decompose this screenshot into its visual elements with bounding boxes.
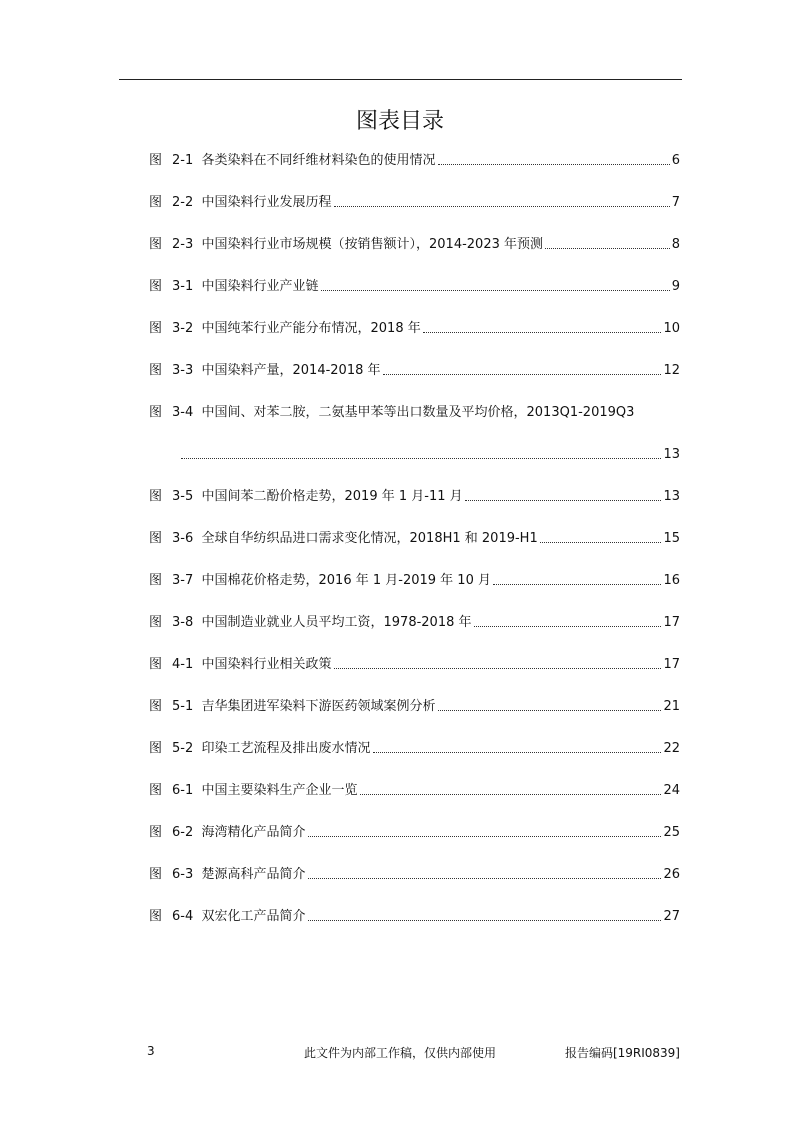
toc-entry[interactable] bbox=[149, 402, 680, 422]
entry-page: 9 bbox=[671, 279, 680, 294]
entry-prefix: 图 bbox=[149, 237, 163, 252]
entry-prefix: 图 bbox=[149, 531, 163, 546]
entry-page: 7 bbox=[671, 195, 680, 210]
entry-title: 中国染料产量，2014-2018 年 bbox=[201, 363, 381, 378]
entry-page: 24 bbox=[663, 783, 680, 798]
entry-title: 印染工艺流程及排出废水情况 bbox=[201, 741, 371, 756]
leader-dots bbox=[545, 248, 670, 249]
entry-prefix: 图 bbox=[149, 741, 163, 756]
header-rule bbox=[119, 79, 682, 80]
entry-number: 6-1 bbox=[172, 783, 194, 798]
entry-prefix: 图 bbox=[149, 909, 163, 924]
toc-entry[interactable] bbox=[149, 318, 680, 338]
entry-number: 5-1 bbox=[172, 699, 194, 714]
entry-prefix: 图 bbox=[149, 405, 163, 420]
entry-number: 3-8 bbox=[172, 615, 194, 630]
toc-entry[interactable] bbox=[149, 612, 680, 632]
entry-page: 17 bbox=[663, 657, 680, 672]
leader-dots bbox=[321, 290, 670, 291]
entry-title: 各类染料在不同纤维材料染色的使用情况 bbox=[201, 153, 436, 168]
entry-title: 中国间、对苯二胺，二氨基甲苯等出口数量及平均价格，2013Q1-2019Q3 bbox=[201, 405, 635, 420]
leader-dots bbox=[334, 206, 670, 207]
entry-number: 3-3 bbox=[172, 363, 194, 378]
entry-page: 22 bbox=[663, 741, 680, 756]
entry-prefix: 图 bbox=[149, 783, 163, 798]
entry-number: 6-4 bbox=[172, 909, 194, 924]
entry-title: 楚源高科产品简介 bbox=[201, 867, 306, 882]
entry-title: 中国染料行业发展历程 bbox=[201, 195, 332, 210]
entry-page: 15 bbox=[663, 531, 680, 546]
entry-page: 12 bbox=[663, 363, 680, 378]
leader-dots bbox=[465, 500, 662, 501]
entry-title: 吉华集团进军染料下游医药领域案例分析 bbox=[201, 699, 436, 714]
footer-report-code: 报告编码[19RI0839] bbox=[564, 1046, 680, 1060]
toc-entry[interactable] bbox=[149, 234, 680, 254]
page-title: 图表目录 bbox=[355, 109, 444, 134]
leader-dots bbox=[308, 836, 662, 837]
entry-page: 25 bbox=[663, 825, 680, 840]
toc-entry[interactable] bbox=[149, 696, 680, 716]
toc-entry[interactable] bbox=[149, 360, 680, 380]
entry-title: 海湾精化产品简介 bbox=[201, 825, 306, 840]
entry-number: 5-2 bbox=[172, 741, 194, 756]
toc-entry-continuation[interactable] bbox=[179, 444, 680, 464]
leader-dots bbox=[438, 710, 662, 711]
entry-prefix: 图 bbox=[149, 615, 163, 630]
entry-number: 4-1 bbox=[172, 657, 194, 672]
entry-number: 3-5 bbox=[172, 489, 194, 504]
leader-dots bbox=[308, 920, 662, 921]
entry-prefix: 图 bbox=[149, 195, 163, 210]
toc-entry[interactable] bbox=[149, 864, 680, 884]
entry-page: 8 bbox=[671, 237, 680, 252]
entry-number: 3-2 bbox=[172, 321, 194, 336]
entry-page: 13 bbox=[663, 447, 680, 462]
entry-number: 3-4 bbox=[172, 405, 194, 420]
entry-page: 13 bbox=[663, 489, 680, 504]
entry-title: 双宏化工产品简介 bbox=[201, 909, 306, 924]
toc-entry[interactable] bbox=[149, 906, 680, 926]
footer-page-number: 3 bbox=[147, 1044, 155, 1058]
entry-number: 3-7 bbox=[172, 573, 194, 588]
entry-number: 2-2 bbox=[172, 195, 194, 210]
entry-page: 6 bbox=[671, 153, 680, 168]
entry-prefix: 图 bbox=[149, 153, 163, 168]
entry-prefix: 图 bbox=[149, 825, 163, 840]
toc-entry[interactable] bbox=[149, 738, 680, 758]
entry-title: 中国制造业就业人员平均工资，1978-2018 年 bbox=[201, 615, 472, 630]
toc-entry[interactable] bbox=[149, 276, 680, 296]
leader-dots bbox=[423, 332, 662, 333]
entry-page: 26 bbox=[663, 867, 680, 882]
entry-prefix: 图 bbox=[149, 363, 163, 378]
leader-dots bbox=[308, 878, 662, 879]
entry-prefix: 图 bbox=[149, 321, 163, 336]
entry-title: 中国棉花价格走势，2016 年 1 月-2019 年 10 月 bbox=[201, 573, 491, 588]
toc-entry[interactable] bbox=[149, 654, 680, 674]
leader-dots bbox=[438, 164, 670, 165]
leader-dots bbox=[360, 794, 662, 795]
leader-dots bbox=[383, 374, 662, 375]
footer-notice: 此文件为内部工作稿，仅供内部使用 bbox=[303, 1046, 496, 1060]
leader-dots bbox=[334, 668, 662, 669]
entry-page: 17 bbox=[663, 615, 680, 630]
entry-number: 3-1 bbox=[172, 279, 194, 294]
entry-number: 2-3 bbox=[172, 237, 194, 252]
leader-dots bbox=[373, 752, 662, 753]
entry-title: 中国纯苯行业产能分布情况，2018 年 bbox=[201, 321, 421, 336]
entry-page: 10 bbox=[663, 321, 680, 336]
toc-entry[interactable] bbox=[149, 570, 680, 590]
entry-prefix: 图 bbox=[149, 699, 163, 714]
leader-dots bbox=[493, 584, 661, 585]
entry-prefix: 图 bbox=[149, 489, 163, 504]
toc-entry[interactable] bbox=[149, 192, 680, 212]
entry-title: 中国染料行业产业链 bbox=[201, 279, 319, 294]
leader-dots bbox=[540, 542, 662, 543]
entry-number: 6-2 bbox=[172, 825, 194, 840]
entry-title: 中国染料行业市场规模（按销售额计），2014-2023 年预测 bbox=[201, 237, 544, 252]
entry-prefix: 图 bbox=[149, 867, 163, 882]
entry-number: 6-3 bbox=[172, 867, 194, 882]
entry-prefix: 图 bbox=[149, 279, 163, 294]
entry-number: 3-6 bbox=[172, 531, 194, 546]
entry-title: 中国间苯二酚价格走势，2019 年 1 月-11 月 bbox=[201, 489, 463, 504]
entry-title: 全球自华纺织品进口需求变化情况，2018H1 和 2019-H1 bbox=[201, 531, 538, 546]
entry-page: 21 bbox=[663, 699, 680, 714]
entry-number: 2-1 bbox=[172, 153, 194, 168]
entry-prefix: 图 bbox=[149, 573, 163, 588]
entry-prefix: 图 bbox=[149, 657, 163, 672]
toc-entry[interactable] bbox=[149, 780, 680, 800]
toc-entry[interactable] bbox=[149, 486, 680, 506]
toc-entry[interactable] bbox=[149, 822, 680, 842]
entry-title: 中国染料行业相关政策 bbox=[201, 657, 332, 672]
entry-title: 中国主要染料生产企业一览 bbox=[201, 783, 358, 798]
toc-entry[interactable] bbox=[149, 528, 680, 548]
toc-entry[interactable] bbox=[149, 150, 680, 170]
entry-page: 16 bbox=[663, 573, 680, 588]
leader-dots bbox=[474, 626, 662, 627]
leader-dots bbox=[181, 458, 661, 459]
entry-page: 27 bbox=[663, 909, 680, 924]
